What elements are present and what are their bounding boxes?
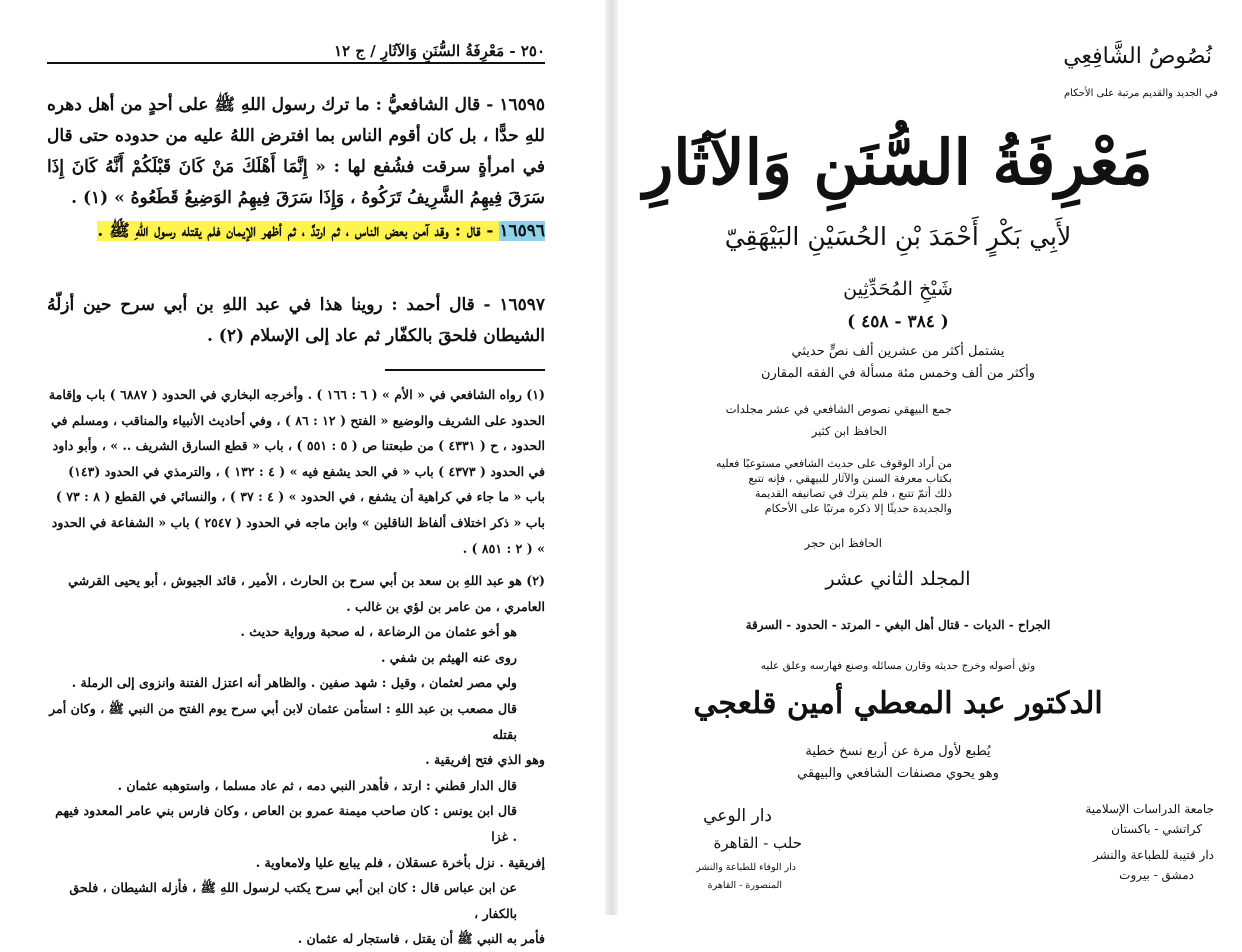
quote-1-text: جمع البيهقي نصوص الشافعي في عشر مجلدات bbox=[725, 402, 952, 416]
quote-line: والجديدة حديثًا إلا ذكره مرتبًا على الأحكام bbox=[764, 502, 952, 515]
editor-name: الدكتور عبد المعطي أمين قلعجي bbox=[693, 686, 1103, 721]
footnote-line: قال الدار قطني : ارتد ، فأهدر النبي دمه ، ثم عاد مسلما ، واستوهبه عثمان . bbox=[117, 777, 517, 793]
publisher-3-city: دمشق - بيروت bbox=[1119, 868, 1194, 882]
publisher-3-name: دار قتيبة للطباعة والنشر bbox=[1092, 848, 1214, 862]
author-name: لأَبِي بَكْرٍ أَحْمَدَ بْنِ الحُسَيْنِ البَيْهَقِيّ bbox=[724, 222, 1072, 251]
footnote-line: ولي مصر لعثمان ، وقيل : شهد صفين . والظاهر أنه اعتزل الفتنة وانزوى إلى الرملة . bbox=[71, 675, 517, 691]
quote-1-author: الحافظ ابن كثير bbox=[811, 424, 887, 438]
footnote-1 bbox=[47, 382, 545, 561]
book-gutter bbox=[605, 0, 618, 915]
volume-label: المجلد الثاني عشر bbox=[825, 568, 971, 590]
footnote-line: هو أخو عثمان من الرضاعة ، له صحبة ورواية حديث . bbox=[240, 624, 517, 640]
series-title: نُصُوصُ الشَّافِعِي bbox=[1063, 44, 1212, 69]
left-page bbox=[0, 0, 605, 947]
footnote-line: قال ابن يونس : كان صاحب ميمنة عمرو بن العاص ، وكان فارس بني عامر المعدود فيهم . غزا bbox=[55, 803, 517, 844]
publisher-4-city: المنصورة - القاهرة bbox=[707, 880, 782, 891]
paragraph-text: - قال أحمد : روينا هذا في عبد اللهِ بن أبي سرح حين أزلّهُ الشيطان فلحقَ بالكفّار ثم عاد إلى الإسلام (٢) . bbox=[47, 295, 545, 346]
paragraph-number: ١٦٥٩٥ bbox=[499, 95, 545, 115]
publisher-1-name: جامعة الدراسات الإسلامية bbox=[1085, 802, 1214, 816]
running-header: ٢٥٠ - مَعْرِفَةُ السُّنَنِ وَالآثَارِ / ج ١٢ bbox=[333, 42, 545, 60]
paragraph-text: - قال الشافعيُّ : ما ترك رسول اللهِ ﷺ على أحدٍ من أهل دهره للهِ حدًّا ، بل كان أقوم الناس بما افترض اللهُ عليه من حدوده حتى قال في امرأةٍ سرقت فشُفع لها : « إِنَّمَا أَهْلَكَ مَنْ كَانَ قَبْلَكُمْ أَنَّهُ كَانَ إِذَا سَرَقَ فِيهِمُ الشَّرِيفُ تَرَكُوهُ ، وَإِذَا سَرَقَ فِيهِمُ الوَضِيعُ قَطَعُوهُ » (١) . bbox=[47, 95, 545, 208]
quote-2-author: الحافظ ابن حجر bbox=[804, 536, 882, 550]
paragraph-number: ١٦٥٩٧ bbox=[499, 295, 545, 315]
footnote-line: العامري ، من عامر بن لؤي بن غالب . bbox=[346, 598, 545, 614]
volume-topics: الجراح - الديات - قتال أهل البغي - المرتد - الحدود - السرقة bbox=[745, 618, 1051, 632]
header-rule bbox=[47, 62, 545, 64]
publisher-2-name: دار الوعي bbox=[703, 806, 772, 826]
paragraph-16597 bbox=[47, 290, 545, 352]
quote-line: ذلك أتمّ تتبع ، فلم يترك في تصانيفه القديمة bbox=[754, 487, 952, 500]
highlighted-paragraph-number: ١٦٥٩٦ bbox=[499, 221, 545, 241]
footnote-line: (٢) هو عبد اللهِ بن سعد بن أبي سرح بن الحارث ، الأمير ، قائد الجيوش ، أبو يحيى القرشي bbox=[68, 573, 545, 588]
highlighted-paragraph-text: - قال : وقد آمن بعض الناس ، ثم ارتدَّ ، ثم أظهر الإيمان فلم يقتله رسول اللهِ ﷺ . bbox=[97, 221, 500, 241]
author-epithet: شَيْخِ المُحَدِّثِين bbox=[843, 278, 953, 300]
footnote-text: (١) رواه الشافعي في « الأم » ( ٦ : ١٦٦ ) . وأخرجه البخاري في الحدود ( ٦٨٨٧ ) باب وإقامة الحدود على الشريف والوضيع « الفتح ( ١٢ : ٨٦ ) ، وفي أحاديث الأنبياء والمناقب ، ومسلم في الحدود ، ح ( ٤٣٣١ ) من طبعتنا ص ( ٥ : ٥٥١ ) ، باب « قطع السارق الشريف .. » ، وأبو داود في الحدود ( ٤٣٧٣ ) باب « في الحد يشفع فيه » ( ٤ : ١٣٢ ) ، والترمذي في الحدود (١٤٣) باب « ما جاء في كراهية أن يشفع ، في الحدود » ( ٤ : ٣٧ ) ، والنسائي في القطع ( ٨ : ٧٣ ) باب « ذكر اختلاف ألفاظ الناقلين » وابن ماجه في الحدود ( ٢٥٤٧ ) باب « الشفاعة في الحدود » ( ٢ : ٨٥١ ) . bbox=[48, 387, 545, 556]
quote-line: من أراد الوقوف على حديث الشافعي مستوعبًا فعليه bbox=[716, 457, 952, 470]
contents-line-1: يشتمل أكثر من عشرين ألف نصٍّ حديثي bbox=[791, 344, 1005, 359]
quote-line: بكتاب معرفة السنن والآثار للبيهقي ، فإنه تتبع bbox=[748, 472, 952, 485]
footnote-line: روى عنه الهيثم بن شفي . bbox=[380, 649, 517, 665]
footnote-line: فأمر به النبي ﷺ أن يقتل ، فاستجار له عثمان . bbox=[297, 931, 545, 947]
publisher-2-city: حلب - القاهرة bbox=[713, 834, 802, 852]
contents-line-2: وأكثر من ألف وخمس مئة مسألة في الفقه المقارن bbox=[760, 366, 1036, 381]
print-line-1: يُطبع لأول مرة عن أربع نسخ خطية bbox=[805, 744, 991, 759]
quote-2-text bbox=[716, 456, 952, 516]
publisher-4-name: دار الوفاء للطباعة والنشر bbox=[696, 862, 796, 873]
series-subtitle: في الجديد والقديم مرتبة على الأحكام bbox=[1063, 88, 1218, 99]
book-title: مَعْرِفَةُ السُّنَنِ وَالآثَارِ bbox=[643, 126, 1153, 199]
paragraph-16596 bbox=[47, 216, 545, 247]
publisher-1-city: كراتشي - باكستان bbox=[1111, 822, 1202, 836]
footnote-line: قال مصعب بن عبد اللهِ : استأمن عثمان لابن أبي سرح يوم الفتح من النبي ﷺ ، وكان أمر بقتله bbox=[49, 700, 517, 742]
editor-intro: وثق أصوله وخرج حديثه وقارن مسائله وصنع فهارسه وعلق عليه bbox=[760, 660, 1036, 672]
right-page bbox=[618, 0, 1242, 915]
paragraph-16595 bbox=[47, 90, 545, 214]
footnote-line: وهو الذي فتح إفريقية . bbox=[425, 752, 545, 768]
footnote-line: إفريقية . نزل بأخرة عسقلان ، فلم يبايع عليا ولامعاوية . bbox=[255, 854, 545, 870]
footnote-2 bbox=[47, 568, 545, 952]
print-line-2: وهو يحوي مصنفات الشافعي والبيهقي bbox=[797, 766, 999, 781]
footnote-line: عن ابن عباس قال : كان ابن أبي سرح يكتب لرسول اللهِ ﷺ ، فأزله الشيطان ، فلحق بالكفار ، bbox=[69, 880, 517, 921]
author-years: ( ٣٨٤ - ٤٥٨ ) bbox=[847, 312, 949, 332]
footnote-separator bbox=[385, 369, 545, 371]
